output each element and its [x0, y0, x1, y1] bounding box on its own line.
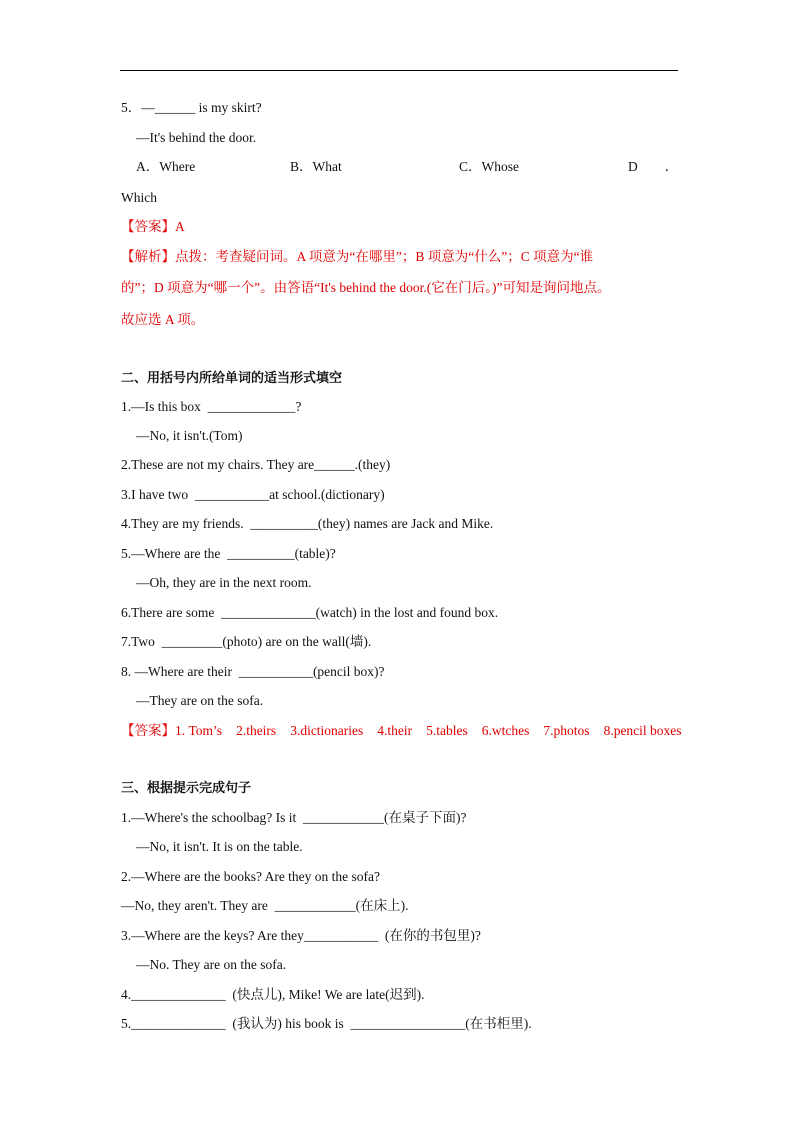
section3-line: 2.—Where are the books? Are they on the sofa?: [121, 869, 381, 884]
section3-line: —No, they aren't. They are ____________(在床上).: [121, 898, 409, 913]
q5-option-c: C．Whose: [459, 159, 519, 174]
q5-option-a: A．Where: [136, 159, 196, 174]
section2-title: 二、用括号内所给单词的适当形式填空: [121, 371, 343, 386]
q5-analysis-line-3: 故应选 A 项。: [121, 312, 205, 327]
section3-title: 三、根据提示完成句子: [121, 781, 252, 796]
section3-line: 5.______________ (我认为) his book is _________________(在书柜里).: [121, 1016, 532, 1031]
section2-line: —They are on the sofa.: [136, 693, 264, 708]
q5-option-d: D ．: [628, 159, 679, 174]
section2-line: 5.—Where are the __________(table)?: [121, 546, 336, 561]
q5-answer: 【答案】A: [121, 219, 185, 234]
section2-line: 2.These are not my chairs. They are______.(they): [121, 457, 391, 472]
answer-item: 7.photos: [543, 723, 590, 738]
section2-line: 6.There are some ______________(watch) in the lost and found box.: [121, 605, 499, 620]
section2-line: 4.They are my friends. __________(they) names are Jack and Mike.: [121, 516, 494, 531]
answer-item: 1. Tom’s: [175, 723, 223, 738]
q5-option-b: B．What: [290, 159, 342, 174]
answer-item: 4.their: [377, 723, 413, 738]
section3-line: 1.—Where's the schoolbag? Is it ____________(在桌子下面)?: [121, 810, 467, 825]
section2-line: 3.I have two ___________at school.(dictionary): [121, 487, 385, 502]
section3-line: 4.______________ (快点儿), Mike! We are late(迟到).: [121, 987, 425, 1002]
q5-question: 5．—______ is my skirt?: [121, 100, 262, 115]
answer-item: 8.pencil boxes: [603, 723, 682, 738]
answer-item: 2.theirs: [236, 723, 277, 738]
header-rule: [120, 70, 678, 71]
q5-analysis-line-2: 的”；D 项意为“哪一个”。由答语“It's behind the door.(它在门后。)”可知是询问地点。: [121, 280, 611, 295]
section2-line: 8. —Where are their ___________(pencil box)?: [121, 664, 385, 679]
section2-answers: [121, 722, 682, 740]
section3-line: —No. They are on the sofa.: [136, 957, 287, 972]
section2-line: 7.Two _________(photo) are on the wall(墙).: [121, 634, 372, 649]
q5-reply: —It's behind the door.: [136, 130, 257, 145]
section2-line: 1.—Is this box _____________?: [121, 399, 302, 414]
answer-label: 【答案】: [121, 723, 175, 738]
answer-item: 6.wtches: [481, 723, 530, 738]
section2-line: —No, it isn't.(Tom): [136, 428, 243, 443]
q5-option-d-text: Which: [121, 190, 157, 205]
section3-line: 3.—Where are the keys? Are they___________ (在你的书包里)?: [121, 928, 481, 943]
section3-line: —No, it isn't. It is on the table.: [136, 839, 303, 854]
section2-line: —Oh, they are in the next room.: [136, 575, 312, 590]
answer-item: 5.tables: [426, 723, 468, 738]
q5-analysis-line-1: 【解析】点拨：考查疑问词。A 项意为“在哪里”；B 项意为“什么”；C 项意为“谁: [121, 249, 594, 264]
answer-item: 3.dictionaries: [290, 723, 364, 738]
